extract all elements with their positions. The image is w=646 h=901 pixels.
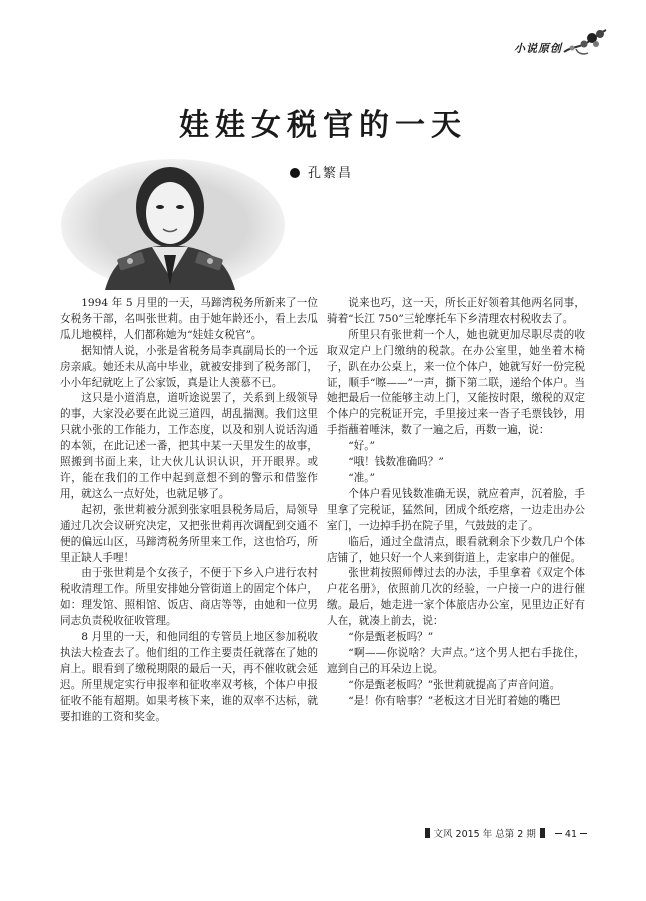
magazine-name: 文风 [433,829,453,840]
dash-icon [555,833,562,835]
paragraph: “你是甄老板吗？”张世莉就提高了声音问道。 [348,678,561,691]
paragraph: 由于张世莉是个女孩子，不便于下乡入户进行农村税收清理工作。所里安排她分管街道上的固定个体户，如：理发馆、照相馆、饭店、商店等等，由她和一位男同志负责税收征收管理。 [60,567,318,628]
page-footer [421,826,591,840]
paragraph: “好。” [348,440,375,453]
paragraph: 个体户看见钱数准确无误，就应着声，沉着脸，手里拿了完税证，猛然间，团成个纸疙瘩，一边走出办公室门，一边掉手扔在院子里，气鼓鼓的走了。 [327,487,585,532]
paragraph: 说来也巧，这一天，所长正好领着其他两名同事，骑着“长江 750”三轮摩托车下乡清理农村税收去了。 [327,297,585,325]
right-column [327,296,585,710]
ink-plum-blossom-icon [562,24,608,58]
paragraph: “你是甄老板吗？” [348,631,434,644]
paragraph: 所里只有张世莉一个人，她也就更加尽职尽责的收取双定户上门缴纳的税款。在办公室里，她坐着木椅子，趴在办公桌上，来一位个体户，她就写好一份完税证，顺手“嚓——”一声，撕下第二联，递给个体户。当她把最后一位能够主动上门，又能按时限，缴税的双定个体户的完税证开完，手里接过来一沓子毛票钱钞，用手指蘸着唾沫，数了一遍之后，再数一遍，说： [327,328,585,437]
author-name: 孔繁昌 [308,166,354,181]
paragraph: “哦！钱数准确吗？” [348,456,444,469]
paragraph: “准。” [348,471,375,484]
section-label: 小说原创 [514,42,562,55]
paragraph: 8 月里的一天，和他同组的专管员上地区参加税收执法大检查去了。他们组的工作主要责任就落在了她的肩上。眼看到了缴税期限的最后一天，再不催收就会延迟。所里规定实行申报率和征收率双考核，个体户申报征收不能有超期。如果考核下来，谁的双率不达标，就要扣谁的工资和奖金。 [60,631,318,723]
portrait-photo-icon [60,155,286,290]
bullet-icon [290,168,300,178]
paragraph: 这只是小道消息，道听途说罢了，关系到上级领导的事，大家没必要在此说三道四，胡乱揣测。我们这里只就小张的工作能力，工作态度，以及和别人说话沟通的本领，在此记述一番，把其中某一天里发生的故事，照搬到书面上来，让大伙儿认识认识，开开眼界。或许，能在我们的工作中起到意想不到的警示和借鉴作用，就这么一点好处，也就足够了。 [60,392,318,500]
paragraph: 1994 年 5 月里的一天，马蹄湾税务所新来了一位女税务干部，名叫张世莉。由于她年龄还小，看上去瓜瓜儿地模样，人们都称她为“娃娃女税官”。 [60,297,318,341]
paragraph: “啊——你说啥？大声点。”这个男人把右手拢住，遮到自己的耳朵边上说。 [327,646,585,675]
paragraph: 张世莉按照师傅过去的办法，手里拿着《双定个体户花名册》，依照前几次的经验，一户接一户的进行催缴。最后，她走进一家个体旅店办公室，见里边正好有人在，就凑上前去，说： [327,567,585,628]
dash-icon [580,833,587,835]
paragraph: 临后，通过全盘清点，眼看就剩余下少数几户个体店铺了，她只好一个人来到街道上，走家串户的催促。 [327,535,585,564]
article-title: 娃娃女税官的一天 [179,108,467,143]
paragraph: 起初，张世莉被分派到张家咀县税务局后，局领导通过几次会议研究决定，又把张世莉再次调配到交通不便的偏远山区，马蹄湾税务所里来工作，这也恰巧，所里正缺人手哩！ [60,503,318,564]
author-byline [290,162,353,181]
paragraph: “是！你有啥事？”老板这才目光盯着她的嘴巴 [348,694,561,707]
paragraph: 据知情人说，小张是省税务局李真副局长的一个远房亲戚。她还未从高中毕业，就被安排到了税务部门，小小年纪就吃上了公家饭，真是让人羡慕不已。 [60,344,318,389]
footer-bar-icon [425,828,430,838]
footer-bar-icon [540,828,545,838]
issue-number: 总第 2 期 [495,829,536,840]
page-number: 41 [564,829,577,840]
issue-year: 2015 年 [455,829,493,840]
left-column [60,296,318,725]
